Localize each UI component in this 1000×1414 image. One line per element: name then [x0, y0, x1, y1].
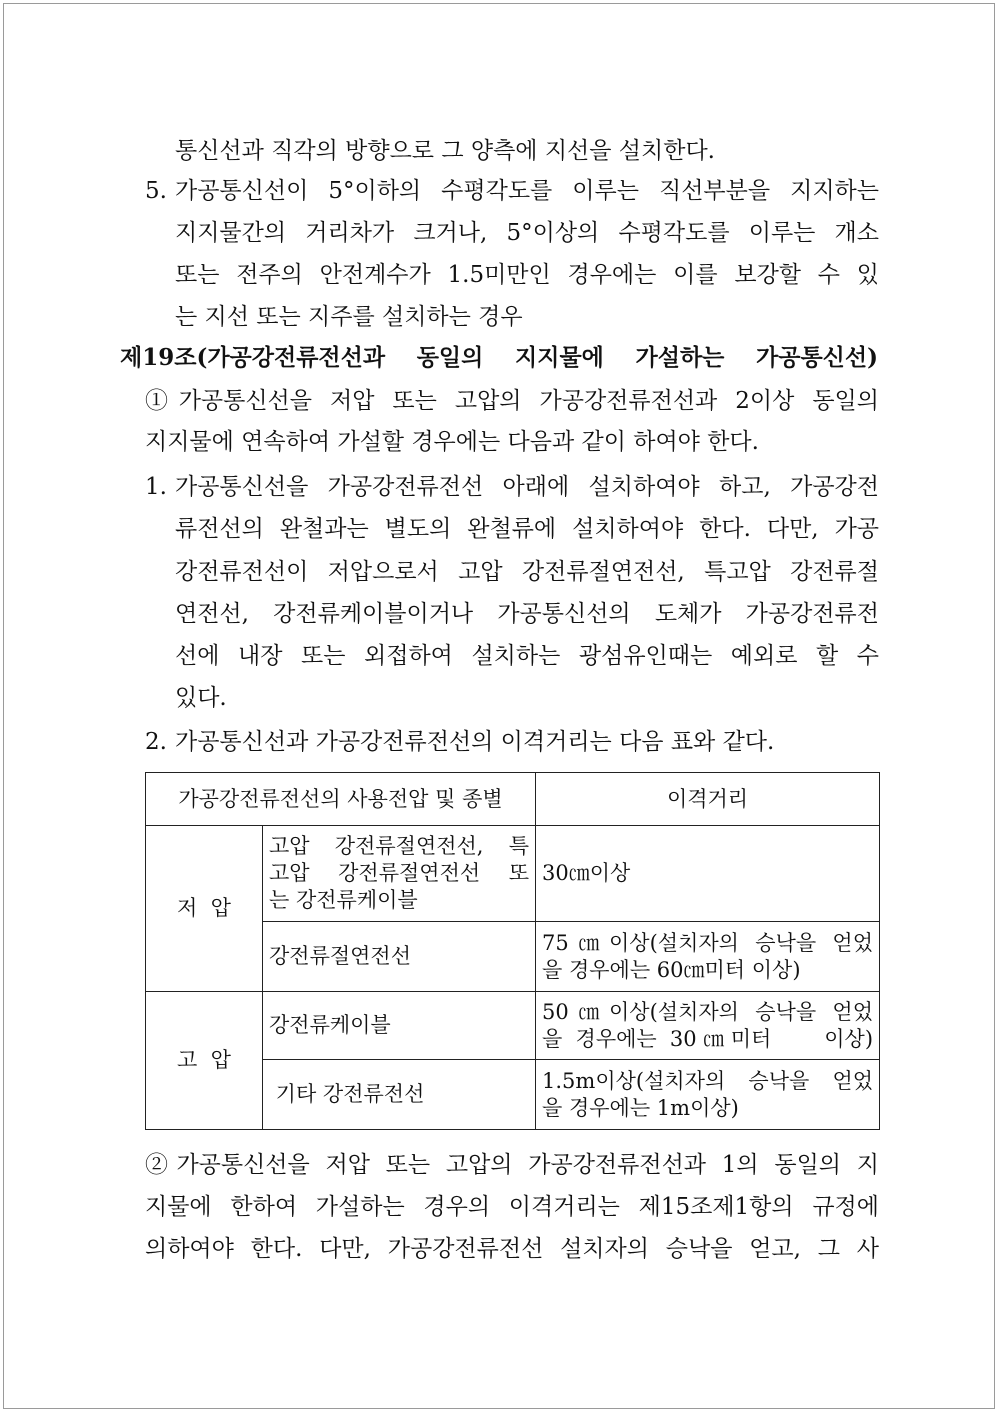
item-5-line: 는 지선 또는 지주를 설치하는 경우 [175, 304, 523, 330]
para-2-line: 지물에 한하여 가설하는 경우의 이격거리는 제15조제1항의 규정에 [145, 1194, 879, 1220]
separation-distance-table [145, 772, 880, 1130]
item-1-line: 선에 내장 또는 외접하여 설치하는 광섬유인때는 예외로 할 수 [175, 643, 879, 669]
item-5-line: 지지물간의 거리차가 크거나, 5°이상의 수평각도를 이루는 개소 [175, 220, 879, 246]
cell-line: 30㎝이상 [542, 861, 631, 885]
article-19-heading [120, 343, 878, 373]
cell-line: 강전류케이블 [269, 1013, 391, 1037]
item-1-line: 연전선, 강전류케이블이거나 가공통신선의 도체가 가공강전류전 [175, 601, 879, 627]
cable-type-cell [263, 1060, 536, 1130]
cell-line: 을 경우에는 30㎝미터 이상) [542, 1026, 874, 1051]
cable-type-cell [263, 826, 536, 922]
continuation-line: 통신선과 직각의 방향으로 그 양측에 지선을 설치한다. [175, 138, 715, 164]
cell-line: 는 강전류케이블 [269, 888, 418, 912]
distance-cell [536, 1060, 880, 1130]
item-5-line: 가공통신선이 5°이하의 수평각도를 이루는 직선부분을 지지하는 [175, 178, 879, 204]
para-2-line: 의하여야 한다. 다만, 가공강전류전선 설치자의 승낙을 얻고, 그 사 [145, 1236, 879, 1262]
table-header-cell: 가공강전류전선의 사용전압 및 종별 [146, 773, 536, 826]
voltage-group-high: 고 압 [146, 992, 263, 1130]
para-2-line: ②가공통신선을 저압 또는 고압의 가공강전류전선과 1의 동일의 지 [145, 1152, 879, 1178]
item-2-line: 가공통신선과 가공강전류전선의 이격거리는 다음 표와 같다. [175, 729, 775, 755]
cell-line: 75㎝이상(설치자의 승낙을 얻었 [542, 930, 874, 955]
distance-cell [536, 826, 880, 922]
item-1-number: 1. [145, 474, 167, 500]
table-header-cell: 이격거리 [536, 773, 880, 826]
cell-line: 강전류절연전선 [269, 944, 412, 968]
cell-line: 기타 강전류전선 [269, 1082, 425, 1106]
article-number: 제19조 [120, 344, 197, 371]
cable-type-cell [263, 992, 536, 1060]
item-1-line: 강전류전선이 저압으로서 고압 강전류절연전선, 특고압 강전류절 [175, 559, 879, 585]
item-1-line: 있다. [175, 685, 227, 711]
cell-line: 고압 강전류절연전선, 특 [269, 834, 530, 858]
item-5-line: 또는 전주의 안전계수가 1.5미만인 경우에는 이를 보강할 수 있 [175, 262, 879, 288]
para-1-line: 지지물에 연속하여 가설할 경우에는 다음과 같이 하여야 한다. [145, 429, 759, 455]
article-title: (가공강전류전선과 동일의 지지물에 가설하는 가공통신선) [196, 344, 878, 371]
table-row [146, 826, 880, 922]
table-row [146, 992, 880, 1060]
table-header-row [146, 773, 880, 826]
cell-line: 을 경우에는 60㎝미터 이상) [542, 957, 801, 982]
cell-line: 50㎝이상(설치자의 승낙을 얻었 [542, 999, 874, 1024]
cell-line: 1.5m이상(설치자의 승낙을 얻었 [542, 1068, 874, 1093]
item-2-number: 2. [145, 729, 167, 755]
item-1-line: 류전선의 완철과는 별도의 완철류에 설치하여야 한다. 다만, 가공 [175, 516, 879, 542]
voltage-group-low: 저 압 [146, 826, 263, 992]
cell-line: 을 경우에는 1m이상) [542, 1095, 739, 1120]
item-1-line: 가공통신선을 가공강전류전선 아래에 설치하여야 하고, 가공강전 [175, 474, 879, 500]
para-1-line: ①가공통신선을 저압 또는 고압의 가공강전류전선과 2이상 동일의 [145, 388, 879, 414]
distance-cell [536, 922, 880, 992]
cable-type-cell [263, 922, 536, 992]
cell-line: 고압 강전류절연전선 또 [269, 861, 530, 885]
distance-cell [536, 992, 880, 1060]
item-5-number: 5. [145, 178, 167, 204]
